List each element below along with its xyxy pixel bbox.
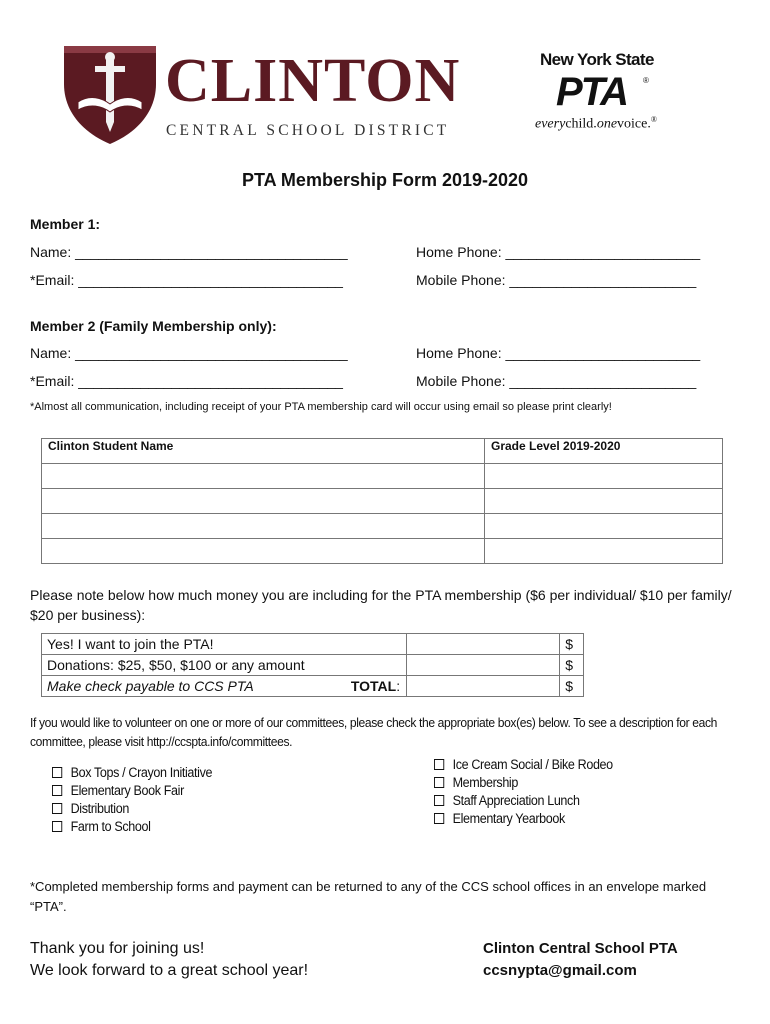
grade-level-cell[interactable] [485,514,723,539]
member2-email-field[interactable]: *Email: __________________________________ [30,373,343,389]
checkbox[interactable] [52,821,62,832]
member2-mobile-phone-field[interactable]: Mobile Phone: ________________________ [416,373,697,389]
nys-label: New York State [540,50,654,69]
grade-level-cell[interactable] [485,489,723,514]
grade-level-cell[interactable] [485,464,723,489]
table-row [42,464,723,489]
return-note: *Completed membership forms and payment can be returned to any of the CCS school offices in an envelope marked “PTA”. [30,879,707,914]
checkbox[interactable] [434,813,444,824]
committees-right-list [434,756,613,828]
volunteer-note: If you would like to volunteer on one or more of our committees, please check the appropriate box(es) below. To see a description for each committee, please visit http://ccspta.info/committees. [30,715,718,749]
checkbox[interactable] [52,785,62,796]
student-name-cell[interactable] [42,464,485,489]
member1-home-phone-field[interactable]: Home Phone: _________________________ [416,244,701,260]
table-row [42,655,584,676]
contact-email[interactable]: ccsnypta@gmail.com [483,962,637,979]
total-amount-field[interactable] [407,676,560,697]
committees-left-list [52,764,212,836]
check-payable-label: Make check payable to CCS PTA [47,678,254,694]
student-name-cell[interactable] [42,489,485,514]
checkbox[interactable] [434,795,444,806]
checkbox[interactable] [52,767,62,778]
currency-symbol: $ [560,676,584,697]
committee-checkbox-item[interactable]: Farm to School [52,818,212,836]
member2-heading: Member 2 (Family Membership only): [30,318,277,334]
join-pta-label: Yes! I want to join the PTA! [42,634,407,655]
thanks-text: Thank you for joining us! [30,940,205,957]
member1-mobile-phone-field[interactable]: Mobile Phone: ________________________ [416,272,697,288]
currency-symbol: $ [560,655,584,676]
pta-registered-mark: ® [643,76,649,85]
total-label: TOTAL: [350,678,401,694]
org-name: Clinton Central School PTA [483,940,678,957]
footer-contact [483,938,678,982]
grade-level-cell[interactable] [485,539,723,564]
student-name-header: Clinton Student Name [42,439,485,464]
committee-checkbox-item[interactable]: Elementary Yearbook [434,810,613,828]
check-payable-cell [42,676,407,697]
member2-home-phone-field[interactable]: Home Phone: _________________________ [416,345,701,361]
table-row [42,634,584,655]
committee-checkbox-item[interactable]: Ice Cream Social / Bike Rodeo [434,756,613,774]
donations-label: Donations: $25, $50, $100 or any amount [42,655,407,676]
school-shield-logo [62,40,158,151]
payment-table [41,633,584,697]
committee-checkbox-item[interactable]: Staff Appreciation Lunch [434,792,613,810]
checkbox[interactable] [52,803,62,814]
table-row [42,489,723,514]
join-amount-field[interactable] [407,634,560,655]
table-header-row [42,439,723,464]
pta-logo-text: PTA [556,70,628,114]
committee-checkbox-item[interactable]: Elementary Book Fair [52,782,212,800]
committee-checkbox-item[interactable]: Box Tops / Crayon Initiative [52,764,212,782]
committee-checkbox-item[interactable]: Distribution [52,800,212,818]
checkbox[interactable] [434,759,444,770]
grade-level-header: Grade Level 2019-2020 [485,439,723,464]
student-name-cell[interactable] [42,514,485,539]
pta-tagline: everychild.onevoice.® [535,115,657,132]
member1-email-field[interactable]: *Email: __________________________________ [30,272,343,288]
look-forward-text: We look forward to a great school year! [30,962,309,979]
checkbox[interactable] [434,777,444,788]
donation-amount-field[interactable] [407,655,560,676]
currency-symbol: $ [560,634,584,655]
table-row [42,539,723,564]
table-row [42,676,584,697]
footer-thanks [30,938,308,982]
member1-heading: Member 1: [30,216,101,232]
member1-name-field[interactable]: Name: ___________________________________ [30,244,348,260]
school-subtitle: CENTRAL SCHOOL DISTRICT [166,122,450,139]
committee-checkbox-item[interactable]: Membership [434,774,613,792]
student-name-cell[interactable] [42,539,485,564]
member2-name-field[interactable]: Name: ___________________________________ [30,345,348,361]
payment-note: Please note below how much money you are including for the PTA membership ($6 per individual/ $10 per family/ $20 per business): [30,587,732,623]
form-title: PTA Membership Form 2019-2020 [241,170,529,190]
table-row [42,514,723,539]
email-note: *Almost all communication, including receipt of your PTA membership card will occur using email so please print clearly! [30,401,612,413]
school-name: CLINTON [165,47,461,115]
students-table [41,438,723,564]
